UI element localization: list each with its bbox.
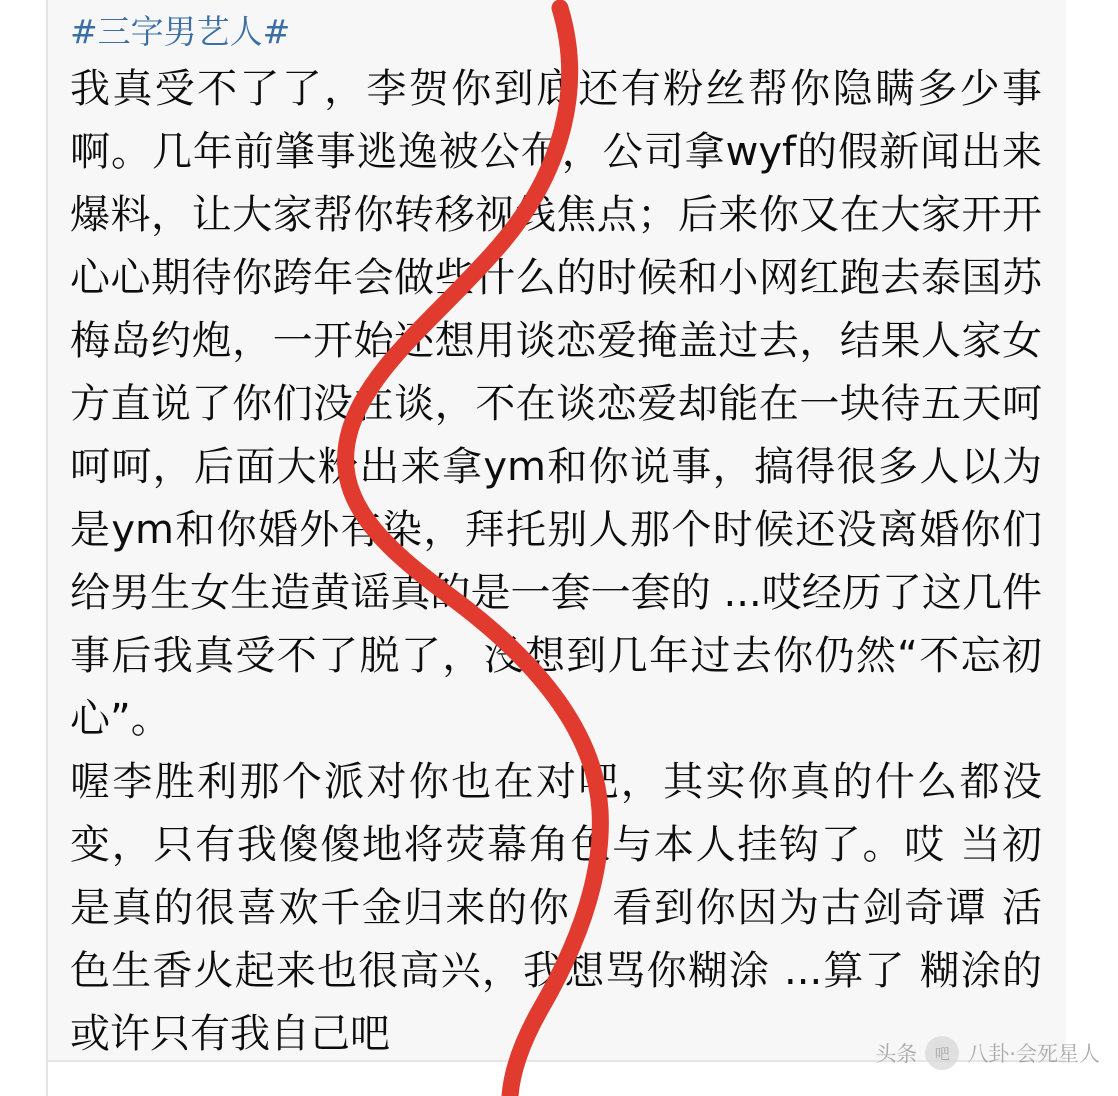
watermark-account: 八卦·会死星人 [967,1042,1100,1066]
watermark-source: 头条 [875,1042,918,1066]
post-card [46,0,1066,1060]
watermark [875,1036,1100,1070]
post-body [70,6,1042,1066]
hashtag-link[interactable]: #三字男艺人# [70,12,291,51]
left-margin [0,0,46,1096]
avatar: 吧 [925,1036,959,1070]
post-paragraph-2: 喔李胜利那个派对你也在对吧，其实你真的什么都没变，只有我傻傻地将荧幕角色与本人挂钩了。哎 当初是真的很喜欢千金归来的你，看到你因为古剑奇谭 活色生香火起来也很高兴，我想骂你糊涂 ...算了 糊涂的或许只有我自己吧 [70,759,1042,1057]
post-paragraph-1: 我真受不了了，李贺你到底还有粉丝帮你隐瞒多少事啊。几年前肇事逃逸被公布，公司拿wyf的假新闻出来爆料，让大家帮你转移视线焦点；后来你又在大家开开心心期待你跨年会做些什么的时候和小网红跑去泰国苏梅岛约炮，一开始还想用谈恋爱掩盖过去，结果人家女方直说了你们没在谈，不在谈恋爱却能在一块待五天呵呵呵，后面大粉出来拿ym和你说事，搞得很多人以为是ym和你婚外有染，拜托别人那个时候还没离婚你们给男生女生造黄谣真的是一套一套的 ...哎经历了这几件事后我真受不了脱了，没想到几年过去你仍然“不忘初心”。 [70,66,1042,742]
